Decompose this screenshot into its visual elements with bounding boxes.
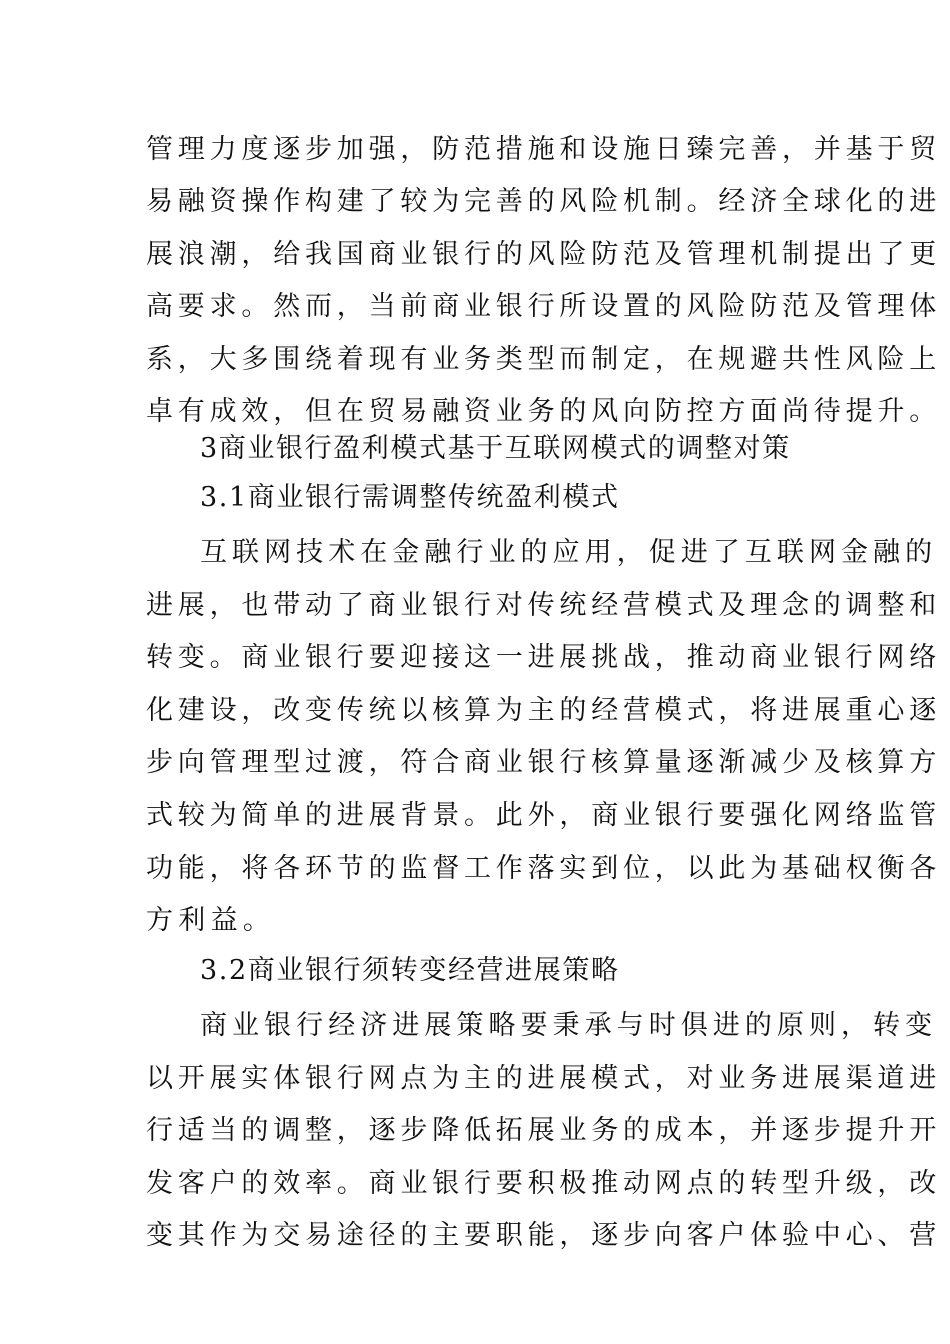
- text-line-3: 展浪潮，给我国商业银行的风险防范及管理机制提出了更: [146, 239, 941, 270]
- subsection-heading-3-1: 3.1商业银行需调整传统盈利模式: [200, 482, 620, 513]
- text-line-11: 转变。商业银行要迎接这一进展挑战，推动商业银行网络: [146, 642, 941, 673]
- text-line-5: 系，大多围绕着现有业务类型而制定，在规避共性风险上: [146, 344, 941, 375]
- text-line-4: 高要求。然而，当前商业银行所设置的风险防范及管理体: [146, 291, 941, 322]
- section-heading-3: 3商业银行盈利模式基于互联网模式的调整对策: [200, 433, 791, 464]
- text-line-1: 管理力度逐步加强，防范措施和设施日臻完善，并基于贸: [146, 134, 941, 165]
- text-line-12: 化建设，改变传统以核算为主的经营模式，将进展重心逐: [146, 695, 941, 726]
- text-line-9: 互联网技术在金融行业的应用，促进了互联网金融的: [200, 537, 938, 568]
- text-line-19: 以开展实体银行网点为主的进展模式，对业务进展渠道进: [146, 1063, 941, 1094]
- text-line-10: 进展，也带动了商业银行对传统经营模式及理念的调整和: [146, 590, 941, 621]
- text-line-20: 行适当的调整，逐步降低拓展业务的成本，并逐步提升开: [146, 1115, 941, 1146]
- text-line-22: 变其作为交易途径的主要职能，逐步向客户体验中心、营: [146, 1220, 941, 1251]
- text-line-18: 商业银行经济进展策略要秉承与时俱进的原则，转变: [200, 1010, 938, 1041]
- text-line-2: 易融资操作构建了较为完善的风险机制。经济全球化的进: [146, 186, 941, 217]
- text-line-14: 式较为简单的进展背景。此外，商业银行要强化网络监管: [146, 800, 941, 831]
- text-line-16: 方利益。: [146, 905, 276, 936]
- text-line-13: 步向管理型过渡，符合商业银行核算量逐渐减少及核算方: [146, 747, 941, 778]
- subsection-heading-3-2: 3.2商业银行须转变经营进展策略: [200, 955, 620, 986]
- text-line-21: 发客户的效率。商业银行要积极推动网点的转型升级，改: [146, 1168, 941, 1199]
- text-line-6: 卓有成效，但在贸易融资业务的风向防控方面尚待提升。: [146, 396, 941, 427]
- text-line-15: 功能，将各环节的监督工作落实到位，以此为基础权衡各: [146, 853, 941, 884]
